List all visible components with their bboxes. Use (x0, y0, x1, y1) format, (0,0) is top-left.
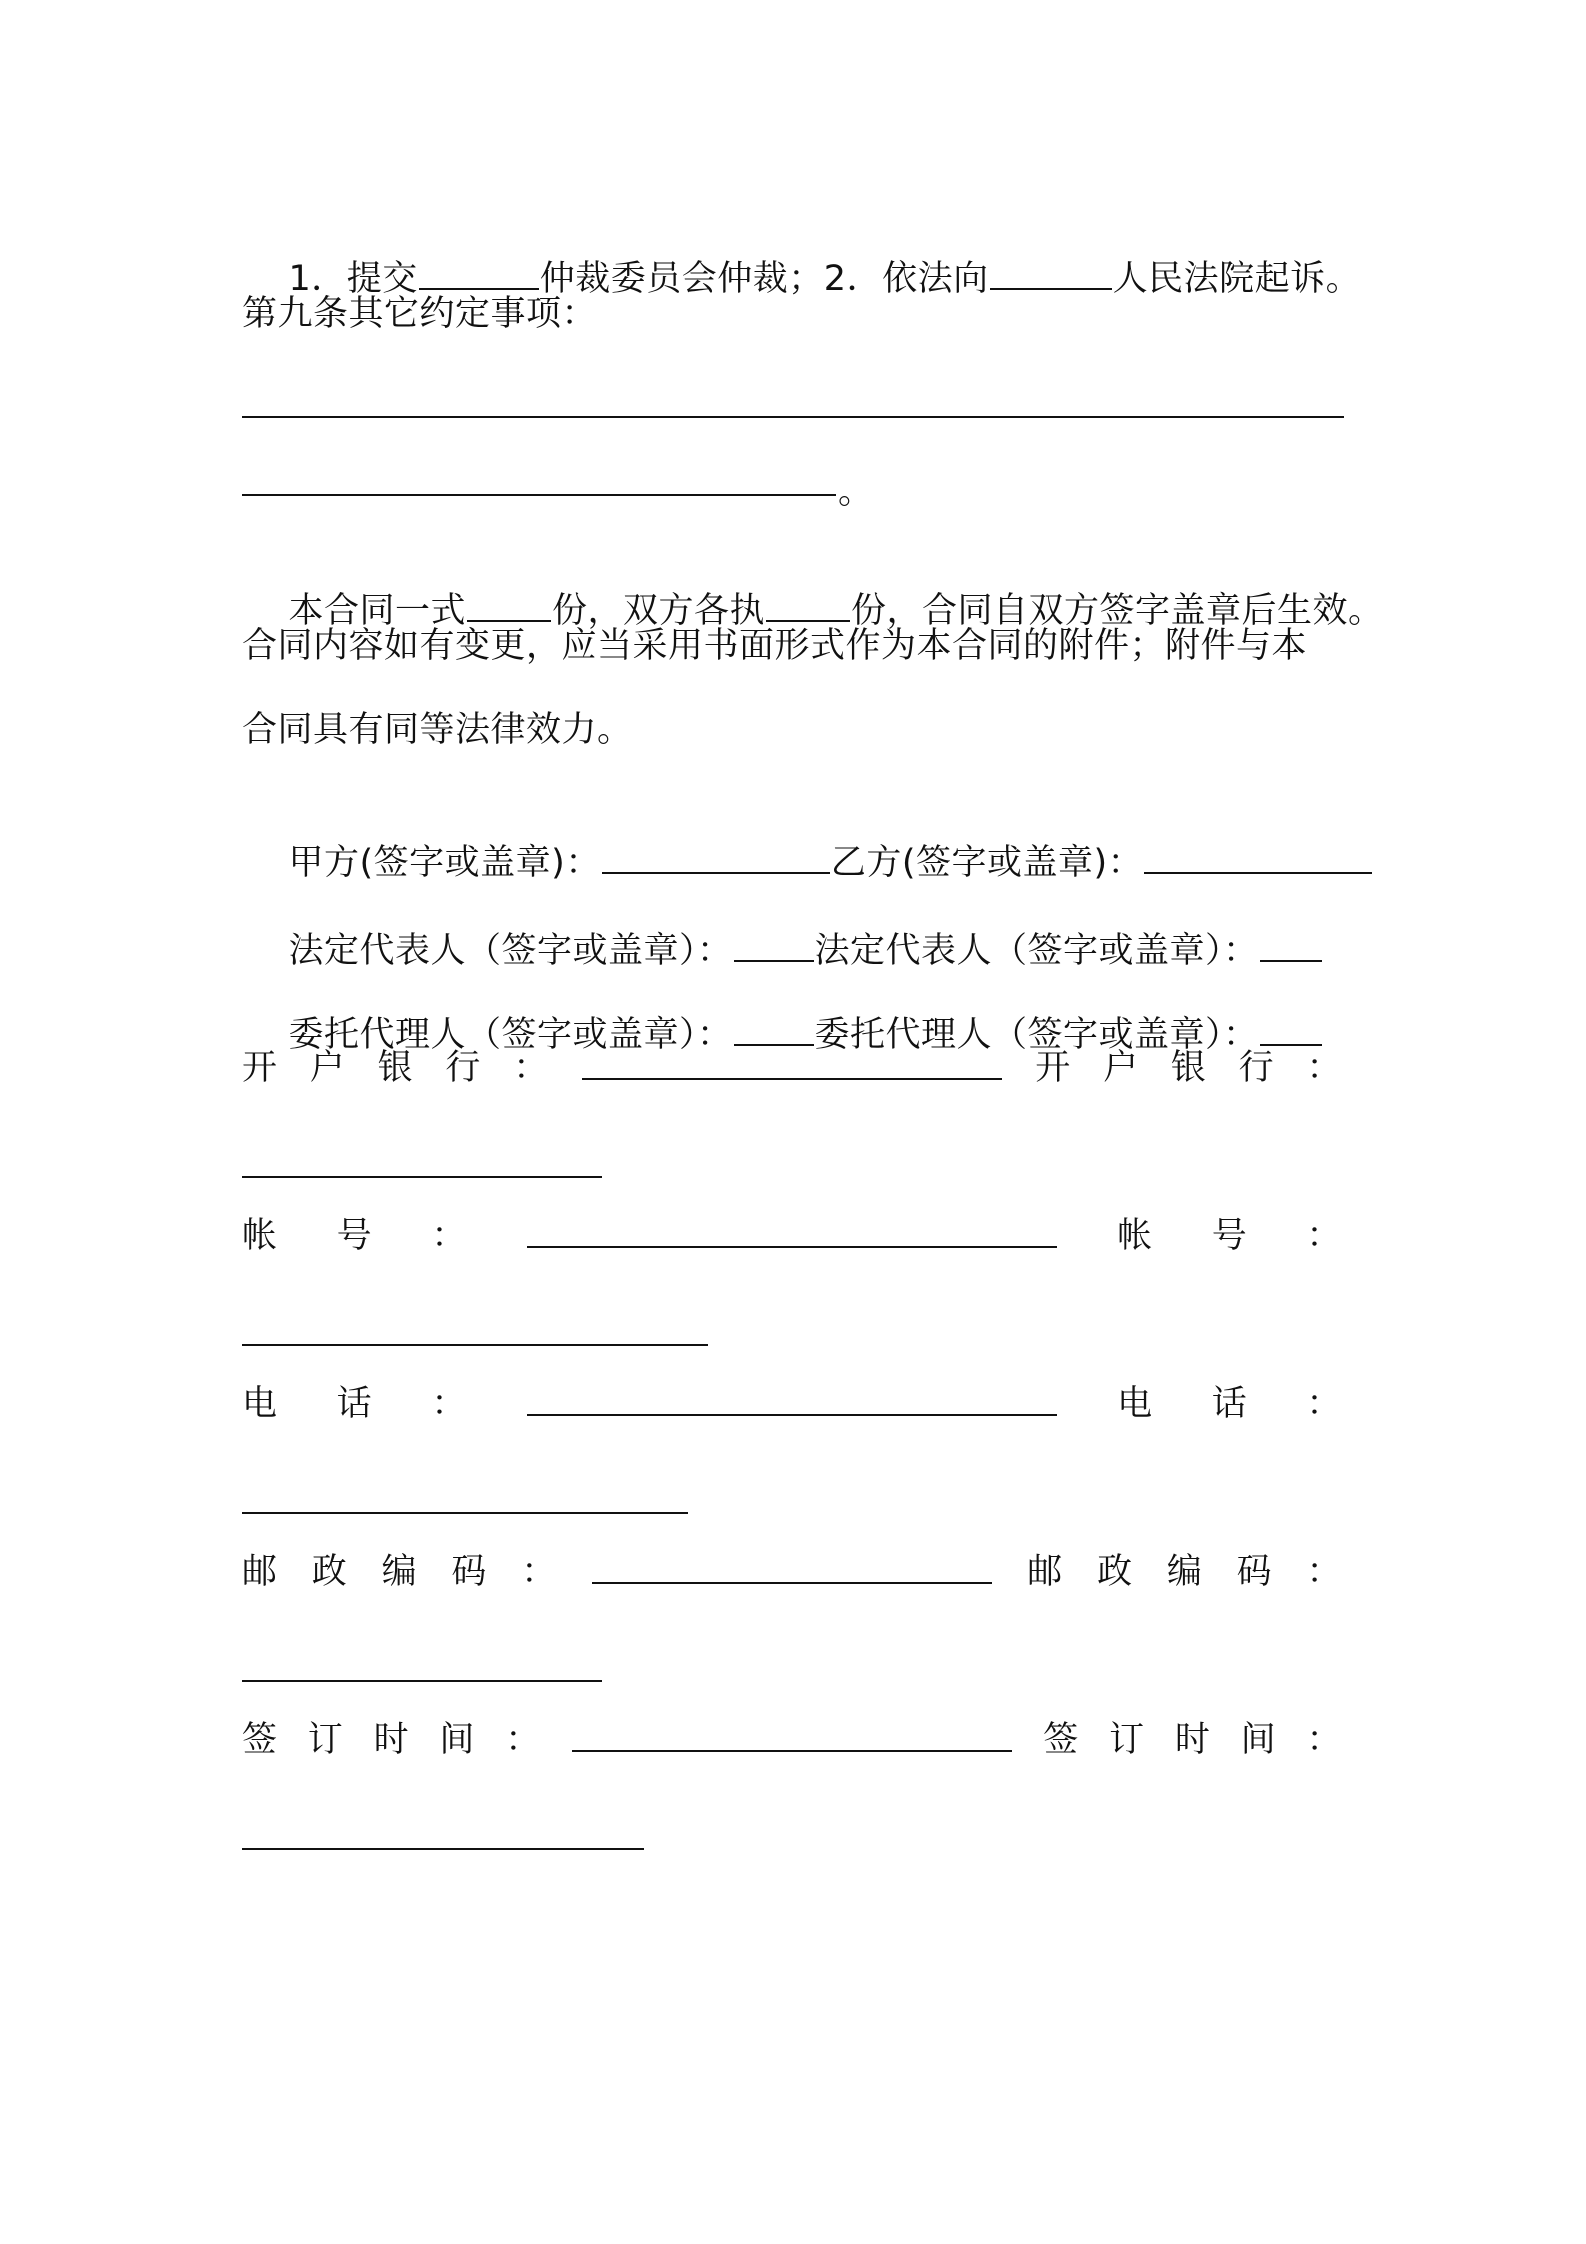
bank-label-b-2: 户 (1103, 1048, 1139, 1088)
phone-label-b-3: ： (1306, 1384, 1342, 1424)
phone-b-field[interactable] (242, 1512, 688, 1514)
postcode-label-a-3: 编 (381, 1552, 418, 1592)
phone-label-b-2: 话 (1211, 1384, 1248, 1424)
signdate-label-a-1: 签 (242, 1720, 278, 1760)
phone-label-a-2: 话 (336, 1384, 373, 1424)
account-label-b-2: 号 (1211, 1216, 1248, 1256)
agent-b-field[interactable] (1260, 1010, 1322, 1046)
bank-label-a-2: 户 (309, 1048, 346, 1088)
blank-arbitration-commission[interactable] (419, 254, 539, 290)
party-b-label: 乙方(签字或盖章)： (830, 843, 1144, 883)
other-terms-line-1[interactable] (242, 416, 1344, 418)
party-a-signature-field[interactable] (602, 838, 830, 874)
postcode-label-a-2: 政 (311, 1552, 348, 1592)
postcode-a-field[interactable] (592, 1548, 992, 1584)
agent-a-label: 委托代理人（签字或盖章）： (288, 1015, 733, 1055)
bank-b-field[interactable] (242, 1176, 602, 1178)
article-nine-heading: 第九条其它约定事项： (242, 294, 598, 334)
account-line (242, 1212, 1342, 1260)
phone-a-field[interactable] (527, 1380, 1057, 1416)
account-label-a-3: ： (431, 1216, 467, 1256)
party-b-signature-field[interactable] (1144, 838, 1372, 874)
signdate-label-b-2: 订 (1109, 1720, 1145, 1760)
signdate-label-b-5: ： (1306, 1720, 1342, 1760)
signdate-label-b-1: 签 (1043, 1720, 1079, 1760)
postcode-label-a-1: 邮 (242, 1552, 278, 1592)
bank-line (242, 1044, 1342, 1092)
text-court: 人民法院起诉。 (1112, 259, 1362, 299)
party-a-label: 甲方(签字或盖章)： (288, 843, 601, 883)
signdate-label-a-3: 时 (373, 1720, 410, 1760)
text-submit: 1．提交 (288, 259, 418, 299)
postcode-label-b-2: 政 (1097, 1552, 1133, 1592)
postcode-label-a-5: ： (521, 1552, 557, 1592)
bank-label-a-4: 行 (445, 1048, 481, 1088)
amendment-line-2: 合同具有同等法律效力。 (242, 710, 633, 750)
signdate-label-a-2: 订 (307, 1720, 344, 1760)
phone-label-b-1: 电 (1117, 1384, 1153, 1424)
legal-rep-a-label: 法定代表人（签字或盖章）： (288, 931, 733, 971)
signdate-line (242, 1716, 1342, 1764)
legal-rep-b-field[interactable] (1260, 926, 1322, 962)
phone-label-a-3: ： (431, 1384, 467, 1424)
signdate-label-b-3: 时 (1174, 1720, 1211, 1760)
signdate-a-field[interactable] (572, 1716, 1012, 1752)
postcode-line (242, 1548, 1342, 1596)
signdate-label-a-5: ： (505, 1720, 541, 1760)
account-label-a-2: 号 (336, 1216, 373, 1256)
account-label-b-3: ： (1306, 1216, 1342, 1256)
postcode-label-b-5: ： (1306, 1552, 1342, 1592)
account-b-field[interactable] (242, 1344, 708, 1346)
bank-label-b-3: 银 (1170, 1048, 1207, 1088)
account-label-a-1: 帐 (242, 1216, 278, 1256)
postcode-b-field[interactable] (242, 1680, 602, 1682)
bank-a-field[interactable] (582, 1044, 1002, 1080)
blank-court[interactable] (990, 254, 1112, 290)
account-label-b-1: 帐 (1117, 1216, 1153, 1256)
text-arbitration: 仲裁委员会仲裁；2．依法向 (539, 259, 989, 299)
bank-label-a-3: 银 (377, 1048, 414, 1088)
bank-label-b-1: 开 (1035, 1048, 1071, 1088)
agent-a-field[interactable] (734, 1010, 814, 1046)
account-a-field[interactable] (527, 1212, 1057, 1248)
postcode-label-a-4: 码 (451, 1552, 487, 1592)
text-copies-1: 本合同一式 (288, 591, 467, 631)
amendment-line-1: 合同内容如有变更，应当采用书面形式作为本合同的附件；附件与本 (242, 626, 1308, 666)
postcode-label-b-3: 编 (1166, 1552, 1203, 1592)
signdate-label-a-4: 间 (439, 1720, 475, 1760)
signdate-b-field[interactable] (242, 1848, 644, 1850)
other-terms-period: 。 (838, 472, 874, 512)
other-terms-line-2[interactable] (242, 494, 836, 496)
text-copies-2: 份，双方各执 (552, 591, 766, 631)
signdate-label-b-4: 间 (1240, 1720, 1277, 1760)
bank-label-a-5: ： (513, 1048, 549, 1088)
text-copies-3: 份，合同自双方签字盖章后生效。 (851, 591, 1384, 631)
postcode-label-b-4: 码 (1236, 1552, 1273, 1592)
bank-label-a-1: 开 (242, 1048, 278, 1088)
bank-label-b-5: ： (1306, 1048, 1342, 1088)
phone-label-a-1: 电 (242, 1384, 278, 1424)
bank-label-b-4: 行 (1238, 1048, 1275, 1088)
phone-line (242, 1380, 1342, 1428)
legal-rep-b-label: 法定代表人（签字或盖章）： (814, 931, 1259, 971)
agent-b-label: 委托代理人（签字或盖章）： (814, 1015, 1259, 1055)
blank-each-copies[interactable] (766, 586, 850, 622)
postcode-label-b-1: 邮 (1027, 1552, 1063, 1592)
legal-rep-a-field[interactable] (734, 926, 814, 962)
blank-total-copies[interactable] (467, 586, 551, 622)
